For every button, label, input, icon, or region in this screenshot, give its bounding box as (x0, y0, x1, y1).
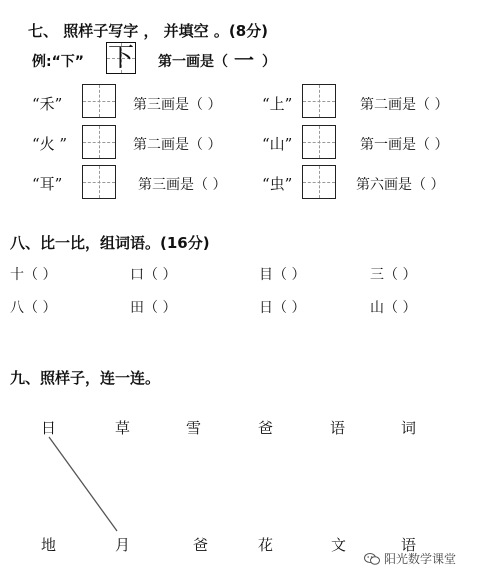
q8-row2-item4[interactable]: 山（ ） (370, 300, 417, 316)
q8-row2-item3[interactable]: 日（ ） (259, 300, 306, 316)
q9-bottom-4[interactable]: 花 (258, 536, 274, 554)
q7-row3-left-char: “耳” (32, 175, 63, 193)
q7-row2-left-char: “火 ” (32, 135, 68, 153)
q7-title: 七、 照样子写字 ， 并填空 。(8分) (28, 22, 269, 40)
q7-example-char: 下 (107, 43, 134, 73)
q9-top-6[interactable]: 词 (401, 419, 417, 437)
q8-title: 八、比一比，组词语。(16分) (10, 234, 210, 252)
q8-row2-item1[interactable]: 八（ ） (10, 300, 57, 316)
q9-bottom-1[interactable]: 地 (41, 536, 57, 554)
q9-bottom-5[interactable]: 文 (331, 536, 347, 554)
q8-row2-item2[interactable]: 田（ ） (130, 300, 177, 316)
q7-row1-right-char: “上” (262, 95, 293, 113)
q9-top-2[interactable]: 草 (115, 419, 131, 437)
q9-title: 九、照样子，连一连。 (10, 369, 161, 387)
q7-row3-left-text: 第三画是（ ） (138, 177, 227, 193)
q7-row2-left-text: 第二画是（ ） (133, 137, 222, 153)
q7-row1-left-char: “禾” (32, 95, 63, 113)
q9-bottom-6[interactable]: 语 (401, 536, 417, 554)
watermark (364, 550, 456, 567)
q7-row3-right-text: 第六画是（ ） (356, 177, 445, 193)
q7-example-grid (106, 42, 136, 74)
q9-bottom-2[interactable]: 月 (115, 536, 131, 554)
q7-example-answer: 一 (234, 48, 254, 72)
q8-row1-item3[interactable]: 目（ ） (259, 267, 306, 283)
q7-row1-right-text: 第二画是（ ） (360, 97, 449, 113)
q7-example-text: 第一画是（ (158, 54, 228, 70)
q7-example-label: 例:“下” (32, 54, 85, 70)
q9-top-3[interactable]: 雪 (186, 419, 202, 437)
q8-row1-item1[interactable]: 十（ ） (10, 267, 57, 283)
q7-row2-right-text: 第一画是（ ） (360, 137, 449, 153)
q7-row3-right-char: “虫” (262, 175, 293, 193)
q7-example-close: ） (262, 54, 276, 70)
q9-top-1[interactable]: 日 (41, 419, 57, 437)
q7-row2-right-char: “山” (262, 135, 293, 153)
q9-bottom-3[interactable]: 爸 (193, 536, 209, 554)
watermark-text: 阳光数学课堂 (384, 552, 457, 566)
q8-row1-item2[interactable]: 口（ ） (130, 267, 177, 283)
q7-row1-left-text: 第三画是（ ） (133, 97, 222, 113)
wechat-icon (364, 552, 380, 566)
q8-row1-item4[interactable]: 三（ ） (370, 267, 417, 283)
q9-top-5[interactable]: 语 (330, 419, 346, 437)
q9-top-4[interactable]: 爸 (258, 419, 274, 437)
